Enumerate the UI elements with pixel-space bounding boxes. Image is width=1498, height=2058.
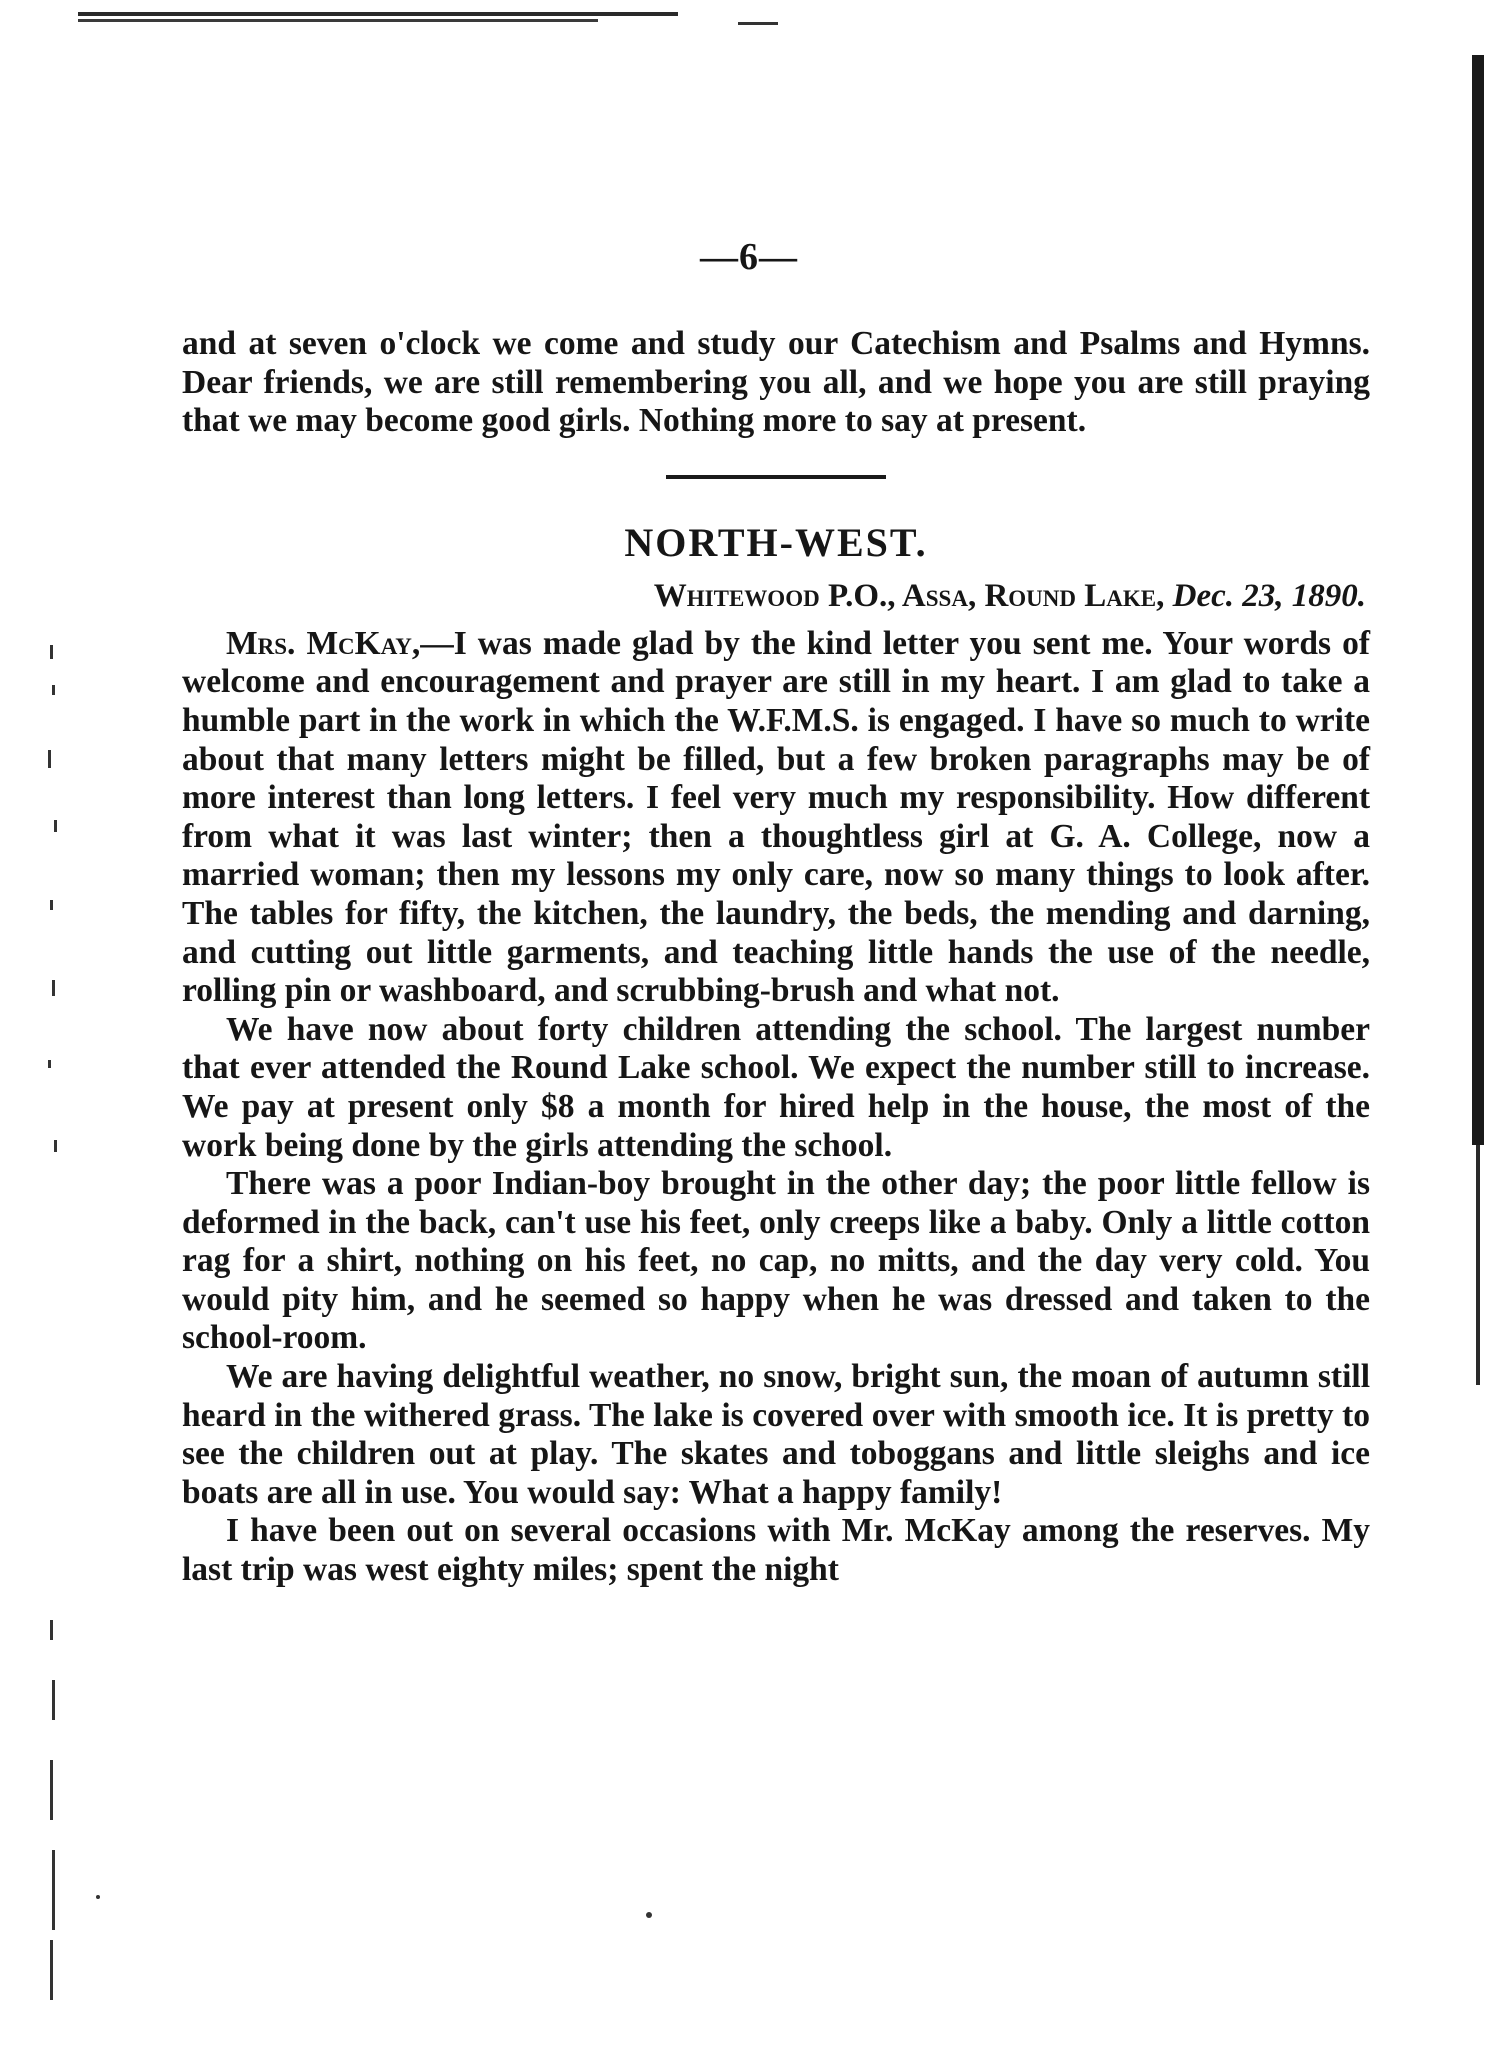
letter-paragraph: We are having delightful weather, no snow, bright sun, the moan of autumn still heard in the withered grass. The lake is covered over with smooth ice. It is pretty to see the children out at play. The skates and toboggans and little sleighs and ice boats are all in use. You would say: What a happy family! [182, 1358, 1370, 1511]
dateline [182, 578, 1370, 615]
dateline-place: Whitewood P.O., Assa, Round Lake, [653, 577, 1165, 614]
page-number: —6— [700, 236, 798, 278]
stray-ink-dot [646, 1912, 652, 1918]
stray-ink-dot [96, 1895, 100, 1899]
scan-top-rule [78, 10, 678, 24]
letter-paragraph-text: —I was made glad by the kind letter you sent me. Your words of welcome and encouragement and prayer are still in my heart. I am glad to take a humble part in the work in which the W.F.M.S. is engaged. I have so much to write about that many letters might be filled, but a few broken paragraphs may be of more interest than long letters. I feel very much my responsibility. How different from what it was last winter; then a thoughtless girl at G. A. College, now a married woman; then my lessons my only care, now so many things to look after. The tables for fifty, the kitchen, the laundry, the beds, the mending and darning, and cutting out little garments, and teaching little hands the use of the needle, rolling pin or washboard, and scrubbing-brush and what not. [182, 624, 1370, 1010]
letter-salutation: Mrs. McKay, [226, 624, 421, 662]
top-rule-bar-secondary [78, 19, 598, 22]
page-edge-shadow-thin [1476, 1145, 1480, 1385]
dateline-date: Dec. 23, 1890. [1172, 577, 1366, 614]
top-rule-bar [78, 12, 678, 16]
letter-paragraph: I have been out on several occasions with Mr. McKay among the reserves. My last trip was west eighty miles; spent the night [182, 1512, 1370, 1589]
letter-paragraph [182, 625, 1370, 1011]
binding-margin-marks [40, 500, 70, 2020]
letter-paragraph: There was a poor Indian-boy brought in the other day; the poor little fellow is deformed in the back, can't use his feet, only creeps like a baby. Only a little cotton rag for a shirt, nothing on his feet, no cap, no mitts, and the day very cold. You would pity him, and he seemed so happy when he was dressed and taken to the school-room. [182, 1165, 1370, 1357]
page-edge-shadow [1472, 55, 1484, 1145]
section-title: NORTH-WEST. [624, 519, 928, 565]
page-body [182, 325, 1370, 1590]
top-rule-dash [738, 22, 778, 25]
section-divider [666, 475, 886, 479]
letter-paragraph: We have now about forty children attending the school. The largest number that ever attended the Round Lake school. We expect the number still to increase. We pay at present only $8 a month for hired help in the house, the most of the work being done by the girls attending the school. [182, 1010, 1370, 1164]
intro-paragraph: and at seven o'clock we come and study our Catechism and Psalms and Hymns. Dear friends, we are still remembering you all, and we hope you are still praying that we may become good girls. Nothing more to say at present. [182, 325, 1370, 440]
